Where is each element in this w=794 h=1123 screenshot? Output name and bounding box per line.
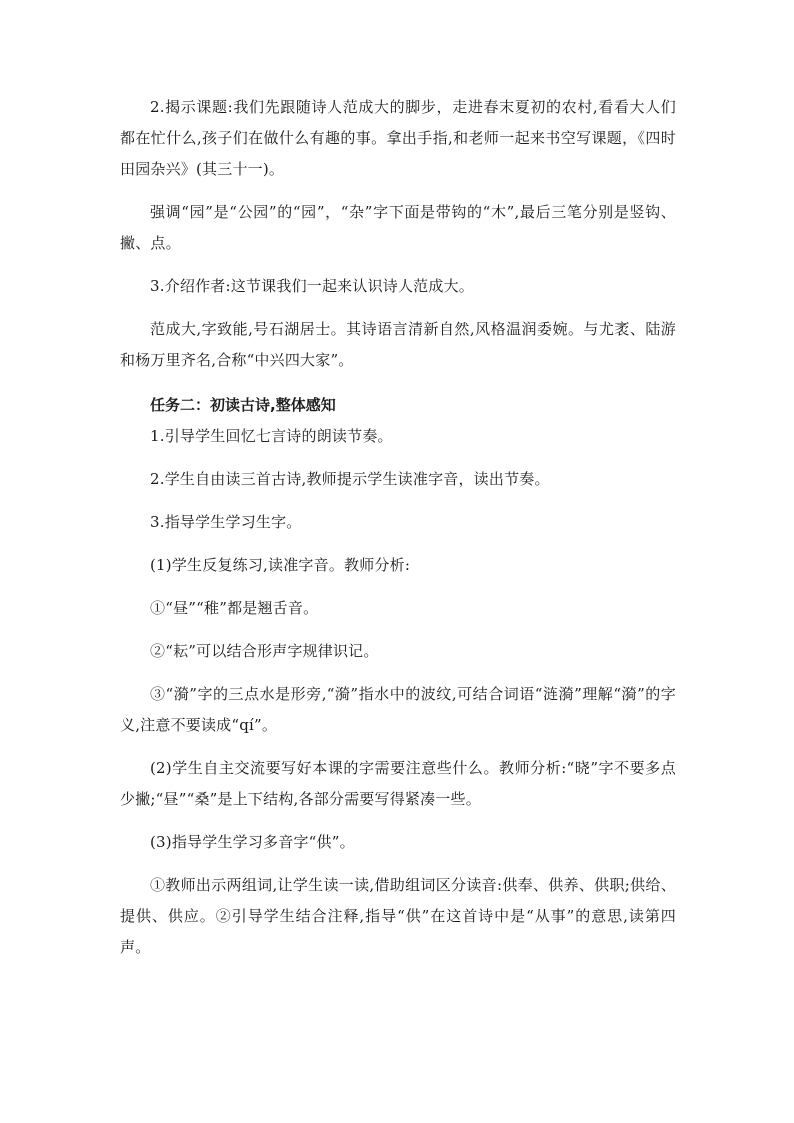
- paragraph-introduce-author: 3.介绍作者:这节课我们一起来认识诗人范成大。: [150, 277, 474, 295]
- paragraph-step-2: 2.学生自由读三首古诗,教师提示学生读准字音，读出节奏。: [150, 470, 550, 488]
- paragraph-substep-1: (1)学生反复练习,读准字音。教师分析:: [150, 556, 411, 574]
- paragraph-reveal-topic: 2.揭示课题:我们先跟随诗人范成大的脚步，走进春末夏初的农村,看看大人们都在忙什么,孩子们在做什么有趣的事。拿出手指,和老师一起来书空写课题，《四时田园杂兴》(其三十一)。: [120, 98, 676, 178]
- paragraph-substep-2: (2)学生自主交流要写好本课的字需要注意些什么。教师分析:“晓”字不要多点少撇;“昼”“桑”是上下结构,各部分需要写得紧凑一些。: [120, 759, 676, 808]
- paragraph-substep-3: (3)指导学生学习多音字“供”。: [150, 833, 355, 851]
- paragraph-step-1: 1.引导学生回忆七言诗的朗读节奏。: [150, 427, 393, 445]
- document-body: [120, 92, 676, 963]
- section-heading-task-two: 任务二：初读古诗,整体感知: [150, 396, 336, 414]
- paragraph-step-3: 3.指导学生学习生字。: [150, 513, 302, 531]
- paragraph-note-retroflex: ①“昼”“稚”都是翘舌音。: [150, 599, 319, 617]
- paragraph-author-bio: 范成大,字致能,号石湖居士。其诗语言清新自然,风格温润委婉。与尤袤、陆游和杨万里齐名,合称“中兴四大家”。: [120, 320, 676, 369]
- paragraph-polyphone-gong: ①教师出示两组词,让学生读一读,借助组词区分读音:供奉、供养、供职;供给、提供、供应。②引导学生结合注释,指导“供”在这首诗中是“从事”的意思,读第四声。: [120, 876, 676, 956]
- paragraph-note-yi: ③“漪”字的三点水是形旁,“漪”指水中的波纹,可结合词语“涟漪”理解“漪”的字义,注意不要读成“qí”。: [120, 685, 676, 734]
- paragraph-character-emphasis: 强调“园”是“公园”的“园”，“杂”字下面是带钩的“木”,最后三笔分别是竖钩、撇、点。: [120, 203, 676, 252]
- paragraph-note-yun: ②“耘”可以结合形声字规律识记。: [150, 642, 379, 660]
